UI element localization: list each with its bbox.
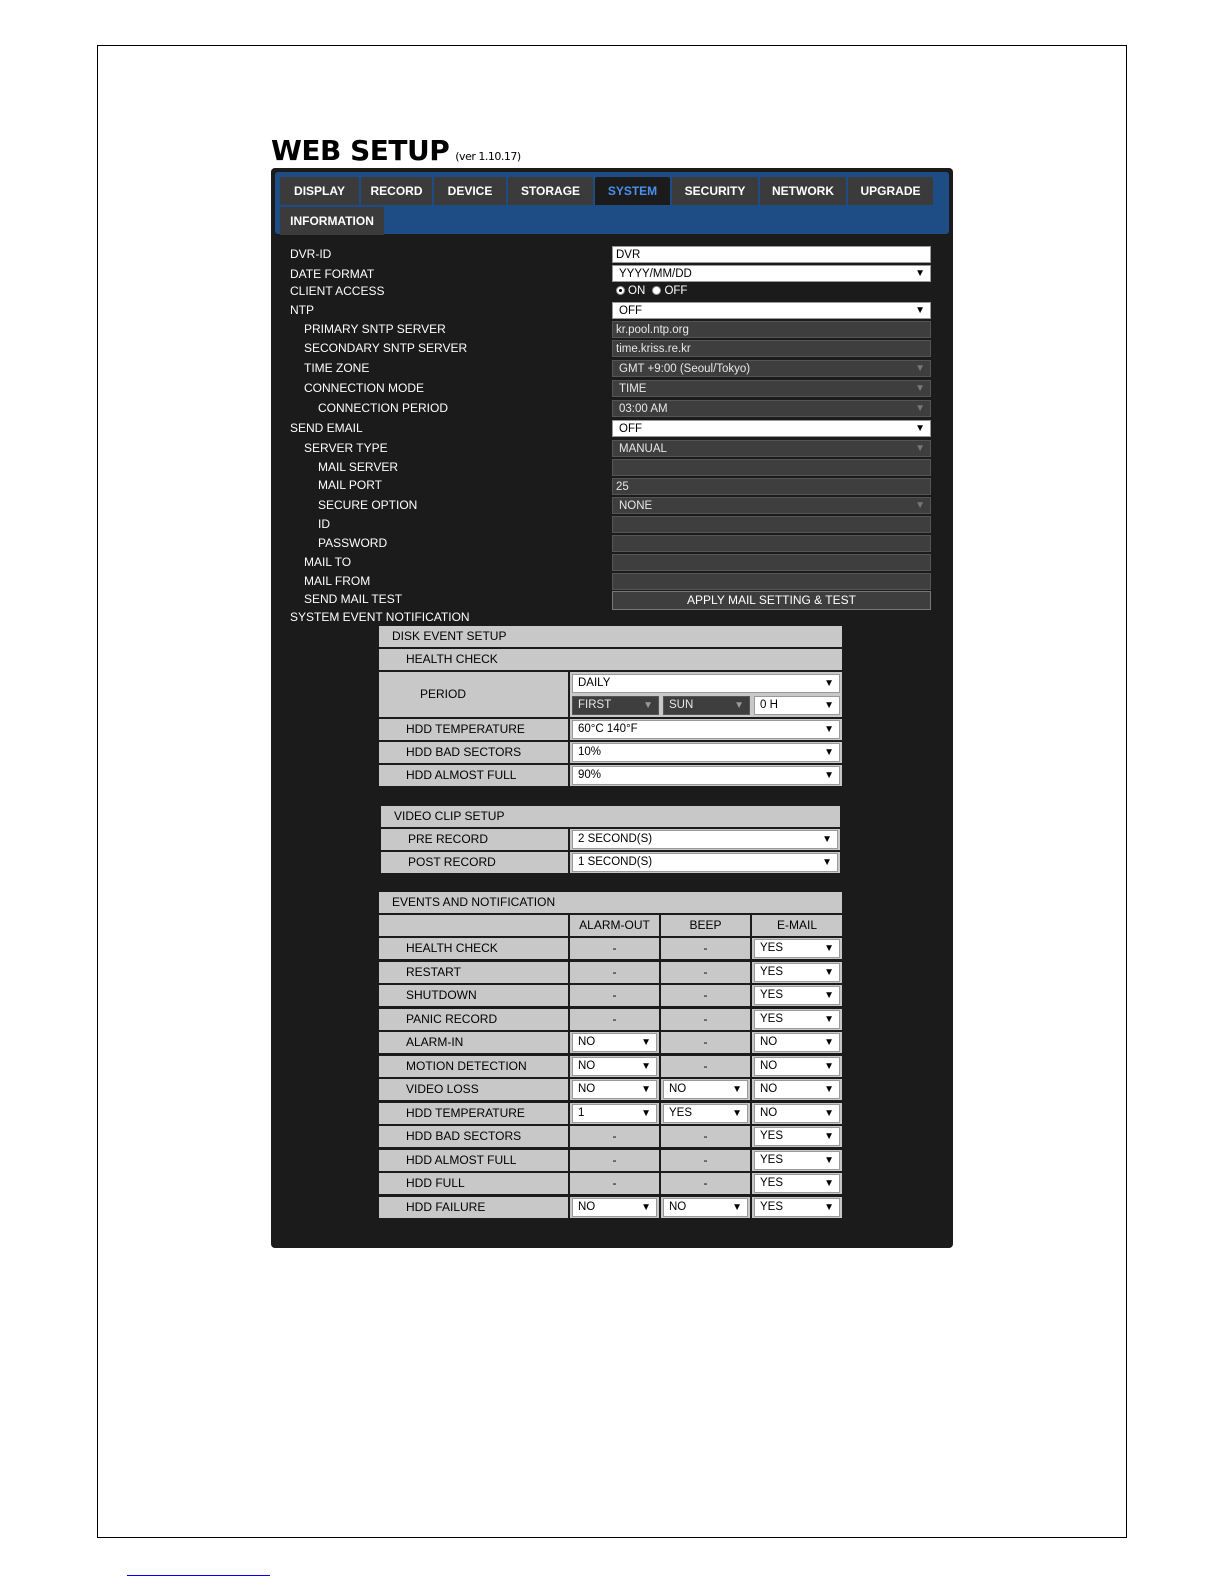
dropdown-arrow-icon: ▼ [824, 770, 834, 781]
event-row-label: HDD FAILURE [379, 1197, 568, 1218]
event-alarm-select[interactable]: NO ▼ [572, 1033, 657, 1052]
event-alarm-cell: - [570, 985, 659, 1006]
dropdown-arrow-icon: ▼ [915, 443, 925, 454]
event-alarm-select[interactable]: 1 ▼ [572, 1104, 657, 1123]
page-title: WEB SETUP (ver 1.10.17) [271, 134, 521, 167]
tab-record[interactable]: RECORD [361, 177, 432, 205]
event-alarm-cell: - [570, 1009, 659, 1030]
event-row-label: HEALTH CHECK [379, 938, 568, 959]
column-alarm-out: ALARM-OUT [570, 915, 659, 936]
dropdown-arrow-icon: ▼ [824, 1084, 834, 1095]
column-beep: BEEP [661, 915, 750, 936]
dropdown-arrow-icon: ▼ [822, 834, 832, 845]
tab-bar [275, 172, 949, 234]
label-mail-from: MAIL FROM [304, 574, 371, 588]
label-id: ID [318, 517, 330, 531]
dropdown-arrow-icon: ▼ [824, 1155, 834, 1166]
dropdown-arrow-icon: ▼ [822, 857, 832, 868]
disk-event-setup-table [378, 625, 843, 790]
tab-network[interactable]: NETWORK [760, 177, 846, 205]
event-alarm-cell: - [570, 938, 659, 959]
period-select[interactable]: DAILY ▼ [572, 674, 840, 693]
event-email-select[interactable]: NO ▼ [754, 1080, 840, 1099]
connection-mode-select[interactable]: TIME ▼ [612, 380, 931, 397]
event-beep-cell: - [661, 985, 750, 1006]
client-access-radio-group: ON OFF [616, 285, 687, 297]
dropdown-arrow-icon: ▼ [641, 1108, 651, 1119]
event-beep-cell: - [661, 1056, 750, 1077]
event-email-select[interactable]: YES ▼ [754, 1174, 840, 1193]
event-beep-cell: - [661, 1009, 750, 1030]
column-email: E-MAIL [752, 915, 842, 936]
event-email-select[interactable]: YES ▼ [754, 963, 840, 982]
tab-storage[interactable]: STORAGE [508, 177, 593, 205]
events-notification-table [378, 891, 843, 1220]
label-send-mail-test: SEND MAIL TEST [304, 592, 403, 606]
apply-mail-test-button[interactable]: APPLY MAIL SETTING & TEST [612, 591, 931, 610]
period-day-select[interactable]: SUN ▼ [663, 696, 750, 715]
server-type-select[interactable]: MANUAL ▼ [612, 440, 931, 457]
dropdown-arrow-icon: ▼ [824, 943, 834, 954]
disk-event-title: DISK EVENT SETUP [379, 626, 842, 647]
pre-record-label: PRE RECORD [381, 829, 568, 850]
dropdown-arrow-icon: ▼ [824, 724, 834, 735]
event-beep-cell: - [661, 1173, 750, 1194]
dropdown-arrow-icon: ▼ [824, 678, 834, 689]
video-clip-title: VIDEO CLIP SETUP [381, 806, 840, 827]
tab-system[interactable]: SYSTEM [595, 177, 670, 205]
dropdown-arrow-icon: ▼ [915, 383, 925, 394]
dropdown-arrow-icon: ▼ [641, 1084, 651, 1095]
dropdown-arrow-icon: ▼ [824, 747, 834, 758]
setup-panel [271, 168, 953, 1248]
connection-period-select[interactable]: 03:00 AM ▼ [612, 400, 931, 417]
label-time-zone: TIME ZONE [304, 361, 370, 375]
dvr-id-input[interactable]: DVR [612, 246, 931, 263]
dropdown-arrow-icon: ▼ [734, 700, 744, 711]
hdd-bad-sectors-label: HDD BAD SECTORS [379, 742, 568, 763]
event-email-select[interactable]: YES ▼ [754, 939, 840, 958]
dropdown-arrow-icon: ▼ [824, 1131, 834, 1142]
label-send-email: SEND EMAIL [290, 421, 363, 435]
version-label: (ver 1.10.17) [455, 150, 521, 163]
event-row-label: HDD FULL [379, 1173, 568, 1194]
dropdown-arrow-icon: ▼ [824, 700, 834, 711]
label-date-format: DATE FORMAT [290, 267, 375, 281]
date-format-select[interactable]: YYYY/MM/DD ▼ [612, 265, 931, 282]
event-row-label: MOTION DETECTION [379, 1056, 568, 1077]
event-email-select[interactable]: NO ▼ [754, 1057, 840, 1076]
tab-display[interactable]: DISPLAY [280, 177, 359, 205]
event-email-select[interactable]: YES ▼ [754, 1151, 840, 1170]
dropdown-arrow-icon: ▼ [915, 403, 925, 414]
dropdown-arrow-icon: ▼ [641, 1202, 651, 1213]
event-email-select[interactable]: YES ▼ [754, 1010, 840, 1029]
dropdown-arrow-icon: ▼ [732, 1108, 742, 1119]
event-row-label: SHUTDOWN [379, 985, 568, 1006]
post-record-select[interactable]: 1 SECOND(S) ▼ [572, 853, 838, 872]
event-row-label: PANIC RECORD [379, 1009, 568, 1030]
mail-port-input[interactable]: 25 [612, 478, 931, 495]
event-alarm-cell: - [570, 1150, 659, 1171]
video-clip-setup-table [380, 805, 841, 877]
dropdown-arrow-icon: ▼ [641, 1061, 651, 1072]
label-system-event-notification: SYSTEM EVENT NOTIFICATION [290, 610, 470, 624]
ntp-select[interactable]: OFF ▼ [612, 302, 931, 319]
hdd-bad-sectors-select[interactable]: 10% ▼ [572, 743, 840, 762]
event-alarm-select[interactable]: NO ▼ [572, 1080, 657, 1099]
period-hour-select[interactable]: 0 H ▼ [754, 696, 840, 715]
label-client-access: CLIENT ACCESS [290, 284, 385, 298]
event-beep-cell: - [661, 962, 750, 983]
mail-from-input[interactable] [612, 573, 931, 590]
event-beep-select[interactable]: NO ▼ [663, 1080, 748, 1099]
label-dvr-id: DVR-ID [290, 247, 332, 261]
event-beep-cell: - [661, 938, 750, 959]
event-row-label: VIDEO LOSS [379, 1079, 568, 1100]
label-secondary-sntp: SECONDARY SNTP SERVER [304, 341, 468, 355]
post-record-label: POST RECORD [381, 852, 568, 873]
label-mail-to: MAIL TO [304, 555, 352, 569]
time-zone-select[interactable]: GMT +9:00 (Seoul/Tokyo) ▼ [612, 360, 931, 377]
period-week-select[interactable]: FIRST ▼ [572, 696, 659, 715]
pre-record-select[interactable]: 2 SECOND(S) ▼ [572, 830, 838, 849]
events-title: EVENTS AND NOTIFICATION [379, 892, 842, 913]
event-email-select[interactable]: NO ▼ [754, 1033, 840, 1052]
mail-to-input[interactable] [612, 554, 931, 571]
label-ntp: NTP [290, 303, 314, 317]
dropdown-arrow-icon: ▼ [915, 423, 925, 434]
tab-device[interactable]: DEVICE [434, 177, 506, 205]
tab-security[interactable]: SECURITY [672, 177, 758, 205]
event-alarm-select[interactable]: NO ▼ [572, 1198, 657, 1217]
dropdown-arrow-icon: ▼ [643, 700, 653, 711]
dropdown-arrow-icon: ▼ [824, 1178, 834, 1189]
dropdown-arrow-icon: ▼ [824, 1202, 834, 1213]
event-alarm-cell: - [570, 962, 659, 983]
event-alarm-cell: - [570, 1126, 659, 1147]
dropdown-arrow-icon: ▼ [915, 500, 925, 511]
label-password: PASSWORD [318, 536, 388, 550]
event-alarm-select[interactable]: NO ▼ [572, 1057, 657, 1076]
password-input[interactable] [612, 535, 931, 552]
secure-option-select[interactable]: NONE ▼ [612, 497, 931, 514]
event-row-label: HDD ALMOST FULL [379, 1150, 568, 1171]
event-beep-cell: - [661, 1032, 750, 1053]
event-email-select[interactable]: NO ▼ [754, 1104, 840, 1123]
footnote-separator [127, 1575, 270, 1576]
dropdown-arrow-icon: ▼ [824, 1037, 834, 1048]
event-beep-select[interactable]: YES ▼ [663, 1104, 748, 1123]
events-header-blank [379, 915, 568, 936]
hdd-almost-full-label: HDD ALMOST FULL [379, 765, 568, 786]
dropdown-arrow-icon: ▼ [824, 967, 834, 978]
tab-information[interactable]: INFORMATION [280, 207, 384, 235]
dropdown-arrow-icon: ▼ [732, 1202, 742, 1213]
label-secure-option: SECURE OPTION [318, 498, 418, 512]
event-row-label: HDD BAD SECTORS [379, 1126, 568, 1147]
dropdown-arrow-icon: ▼ [915, 268, 925, 279]
event-email-select[interactable]: YES ▼ [754, 1198, 840, 1217]
dropdown-arrow-icon: ▼ [641, 1037, 651, 1048]
mail-server-input[interactable] [612, 459, 931, 476]
send-email-select[interactable]: OFF ▼ [612, 420, 931, 437]
hdd-temperature-label: HDD TEMPERATURE [379, 719, 568, 740]
dropdown-arrow-icon: ▼ [915, 363, 925, 374]
dropdown-arrow-icon: ▼ [824, 1061, 834, 1072]
event-beep-cell: - [661, 1150, 750, 1171]
label-connection-period: CONNECTION PERIOD [318, 401, 449, 415]
event-email-select[interactable]: YES ▼ [754, 986, 840, 1005]
label-mail-server: MAIL SERVER [318, 460, 399, 474]
period-label: PERIOD [379, 672, 568, 717]
label-server-type: SERVER TYPE [304, 441, 388, 455]
dropdown-arrow-icon: ▼ [915, 305, 925, 316]
health-check-header: HEALTH CHECK [379, 649, 842, 670]
event-row-label: HDD TEMPERATURE [379, 1103, 568, 1124]
event-beep-select[interactable]: NO ▼ [663, 1198, 748, 1217]
event-beep-cell: - [661, 1126, 750, 1147]
radio-off-icon[interactable] [652, 286, 661, 295]
event-row-label: RESTART [379, 962, 568, 983]
event-email-select[interactable]: YES ▼ [754, 1127, 840, 1146]
primary-sntp-input[interactable]: kr.pool.ntp.org [612, 321, 931, 338]
hdd-almost-full-select[interactable]: 90% ▼ [572, 766, 840, 785]
hdd-temperature-select[interactable]: 60°C 140°F ▼ [572, 720, 840, 739]
dropdown-arrow-icon: ▼ [732, 1084, 742, 1095]
label-mail-port: MAIL PORT [318, 478, 383, 492]
dropdown-arrow-icon: ▼ [824, 990, 834, 1001]
secondary-sntp-input[interactable]: time.kriss.re.kr [612, 340, 931, 357]
id-input[interactable] [612, 516, 931, 533]
dropdown-arrow-icon: ▼ [824, 1014, 834, 1025]
dropdown-arrow-icon: ▼ [824, 1108, 834, 1119]
event-row-label: ALARM-IN [379, 1032, 568, 1053]
label-connection-mode: CONNECTION MODE [304, 381, 424, 395]
radio-on-icon[interactable] [616, 286, 625, 295]
label-primary-sntp: PRIMARY SNTP SERVER [304, 322, 446, 336]
event-alarm-cell: - [570, 1173, 659, 1194]
tab-upgrade[interactable]: UPGRADE [848, 177, 933, 205]
